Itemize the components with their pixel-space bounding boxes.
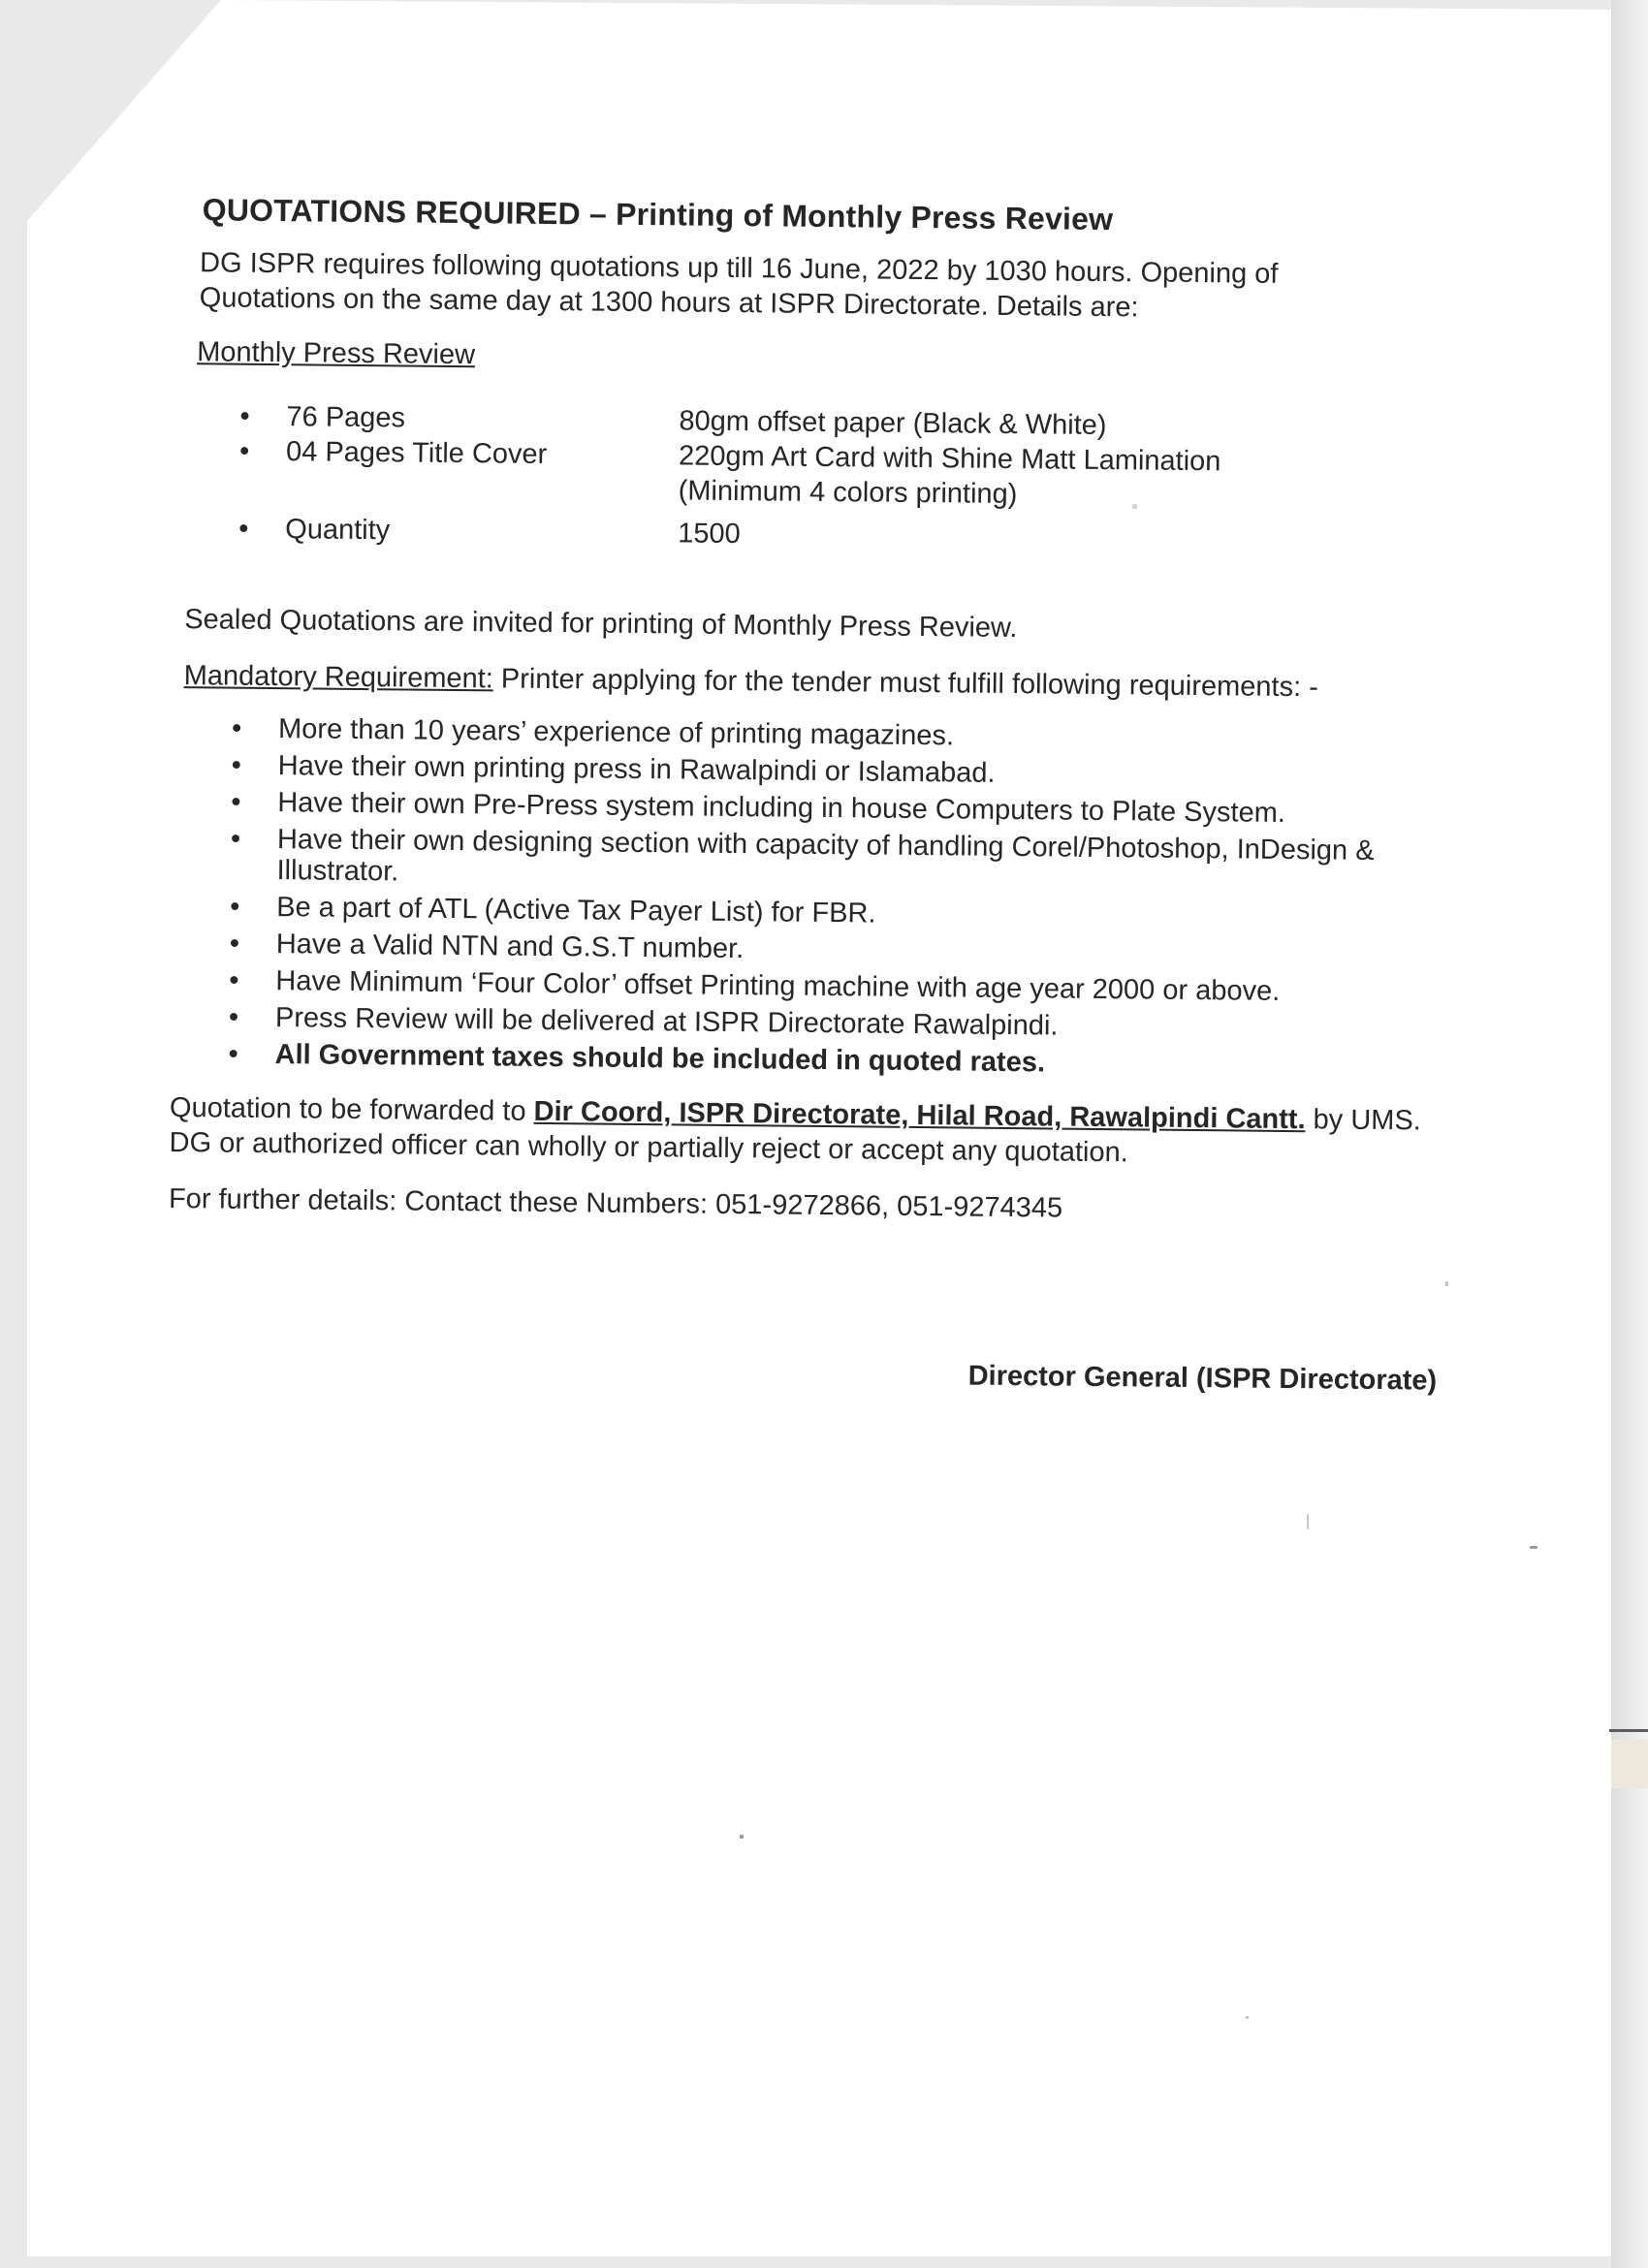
spec-value: (Minimum 4 colors printing)	[678, 475, 1018, 511]
bullet-icon: •	[231, 712, 242, 744]
bullet-icon: •	[229, 964, 239, 996]
list-item	[231, 787, 1452, 831]
bullet-icon: •	[239, 400, 250, 432]
bullet-icon: •	[228, 1001, 239, 1033]
forwarding-address: Dir Coord, ISPR Directorate, Hilal Road, Rawalpindi Cantt.	[533, 1095, 1306, 1136]
spec-label	[286, 469, 679, 508]
scan-speck	[1307, 1514, 1309, 1529]
spec-row	[238, 512, 1402, 559]
requirement-text: Have their own Pre-Press system including in house Computers to Plate System.	[277, 787, 1286, 829]
bullet-icon: •	[231, 749, 242, 781]
list-item	[229, 965, 1450, 1009]
list-item	[232, 750, 1453, 794]
bullet-icon: •	[238, 513, 249, 545]
bullet-icon: •	[238, 435, 250, 467]
bullet-icon: •	[231, 786, 241, 818]
scanner-edge-strip	[1611, 0, 1648, 2268]
sealed-quotations-paragraph: Sealed Quotations are invited for printing of Monthly Press Review.	[184, 604, 1018, 645]
list-item	[230, 892, 1451, 935]
scan-speck	[1132, 504, 1137, 509]
requirements-list	[228, 713, 1453, 1083]
forwarding-prefix: Quotation to be forwarded to	[169, 1091, 534, 1127]
bullet-icon: •	[230, 891, 240, 923]
mandatory-requirement-paragraph	[184, 658, 1454, 707]
requirement-text: Have their own designing section with capacity of handling Corel/Photoshop, InDesign & Illustrator.	[276, 824, 1375, 888]
specification-list	[238, 399, 1404, 559]
spec-label: 04 Pages Title Cover	[285, 436, 548, 470]
requirement-text: Have a Valid NTN and G.S.T number.	[275, 929, 745, 965]
spec-value: 1500	[678, 518, 741, 551]
requirement-text: Have Minimum ‘Four Color’ offset Printing machine with age year 2000 or above.	[275, 965, 1281, 1007]
list-item	[230, 929, 1451, 972]
requirement-text: All Government taxes should be included in quoted rates.	[274, 1039, 1046, 1079]
scan-speck	[740, 1835, 744, 1839]
forwarding-suffix: by UMS. DG or authorized officer can wholly or partially reject or accept any quotation.	[169, 1104, 1422, 1169]
forwarding-paragraph	[169, 1090, 1430, 1174]
document-body	[167, 184, 1459, 1398]
scanner-smudge	[1611, 1740, 1648, 1788]
section-heading-monthly-press-review: Monthly Press Review	[197, 336, 476, 371]
requirement-text: Be a part of ATL (Active Tax Payer List) for FBR.	[276, 892, 876, 929]
list-item	[228, 1039, 1449, 1083]
spec-label: Quantity	[285, 514, 391, 547]
list-item	[229, 1002, 1450, 1046]
scan-speck	[1246, 2016, 1249, 2019]
mandatory-requirement-text: Printer applying for the tender must fulfill following requirements: -	[492, 663, 1319, 704]
bullet-icon: •	[229, 928, 240, 960]
requirement-text: Have their own printing press in Rawalpindi or Islamabad.	[277, 750, 996, 789]
list-item	[230, 824, 1452, 898]
scanner-edge-mark	[1609, 1729, 1648, 1732]
document-title: QUOTATIONS REQUIRED – Printing of Monthly Press Review	[202, 192, 1114, 237]
list-item	[232, 713, 1453, 757]
bullet-icon: •	[228, 1038, 238, 1070]
scan-speck	[1445, 1281, 1448, 1286]
spec-value: 220gm Art Card with Shine Matt Lamination	[678, 440, 1221, 478]
requirement-text: More than 10 years’ experience of printing magazines.	[277, 713, 955, 752]
spec-label: 76 Pages	[286, 401, 406, 434]
scan-speck	[1530, 1546, 1537, 1549]
spec-value: 80gm offset paper (Black & White)	[679, 405, 1107, 442]
signature-block: Director General (ISPR Directorate)	[967, 1360, 1438, 1397]
bullet-icon: •	[230, 823, 241, 855]
mandatory-requirement-label: Mandatory Requirement:	[183, 660, 493, 695]
contact-numbers: For further details: Contact these Numbers: 051-9272866, 051-9274345	[168, 1182, 1063, 1224]
requirement-text: Press Review will be delivered at ISPR Directorate Rawalpindi.	[274, 1002, 1059, 1042]
intro-paragraph: DG ISPR requires following quotations up till 16 June, 2022 by 1030 hours. Opening of Quotations on the same day at 1300 hours at ISPR Directorate. Details are:	[199, 247, 1279, 324]
